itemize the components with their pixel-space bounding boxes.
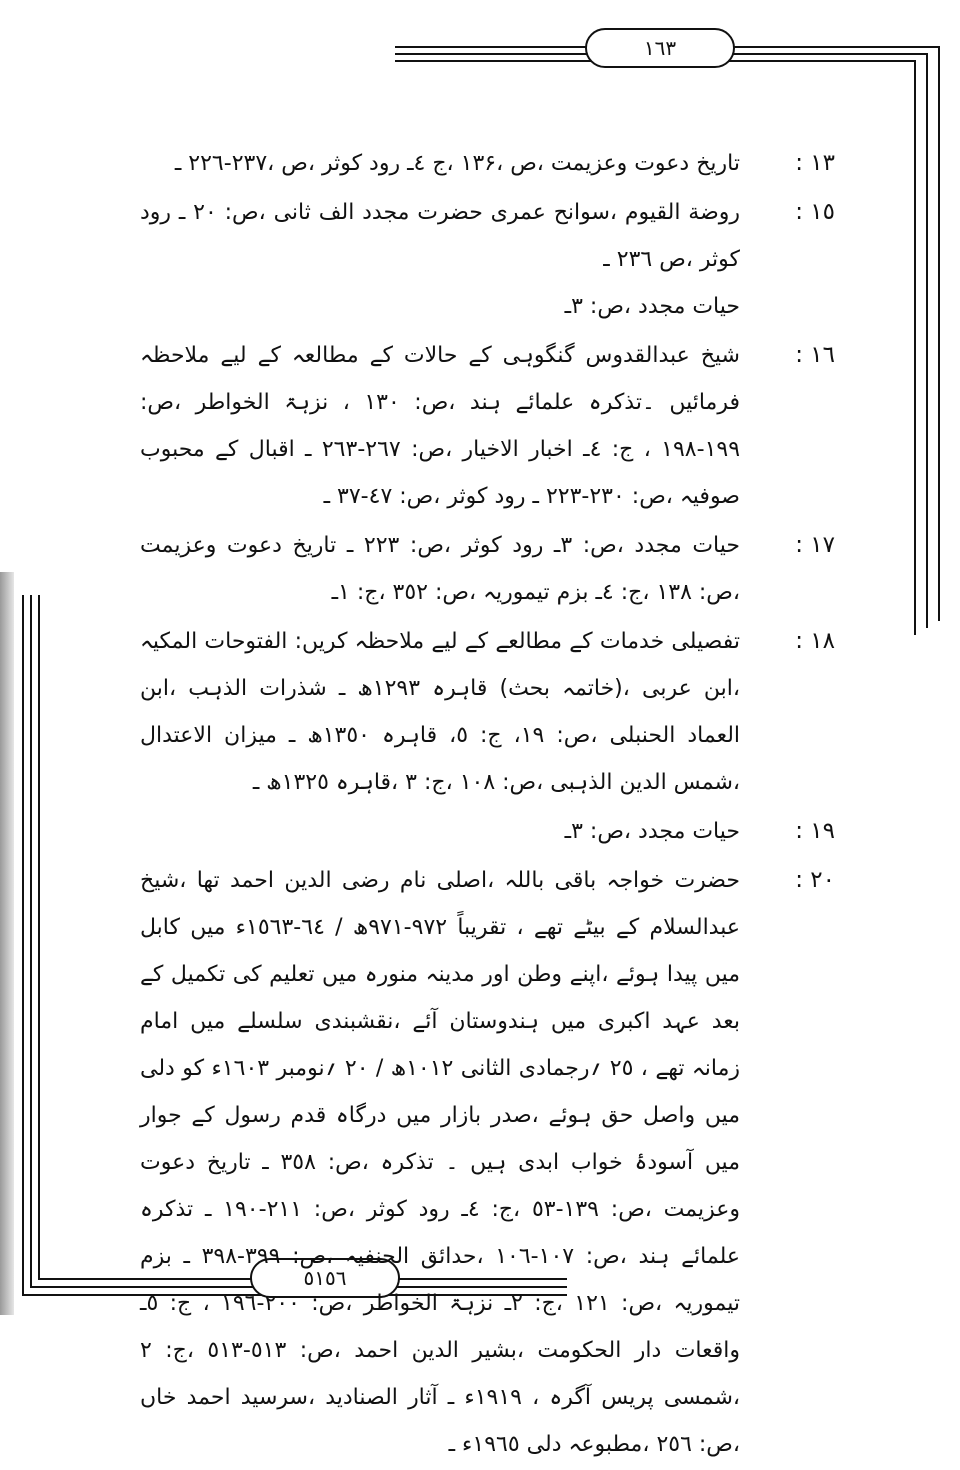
- footnote-text: [140, 189, 740, 330]
- footnote-number: ١٩ :: [795, 818, 835, 844]
- footnote-number: ١٧ :: [795, 532, 835, 558]
- footnote-text: شیخ عبدالقدوس گنگوہی کے حالات کے مطالعہ کے لیے ملاحظہ فرمائیں ۔تذکرہ علمائے ہند ،ص: ١٣٠ ، نزہۃ الخواطر ،ص: ١٩٩-١٩٨ ، ج: ٤ـ اخبار الاخیار ،ص: ٢٦٧-٢٦٣ ـ اقبال کے محبوب صوفیہ ،ص: ٢٣٠-٢٢٣ ـ رود کوثر ،ص: ٤٧-٣٧ ـ: [140, 343, 741, 509]
- frame-right-mid: [926, 53, 928, 628]
- footnote-14: [140, 140, 835, 187]
- footnote-17: [140, 522, 835, 616]
- frame-right-inner: [914, 60, 916, 635]
- footnote-number: ١٦ :: [795, 342, 835, 368]
- footnote-15: [140, 189, 835, 330]
- frame-left-outer: [22, 595, 24, 1295]
- footnote-text-line: حیات مجدد ،ص: ٣ـ: [564, 294, 740, 319]
- footnote-19: [140, 808, 835, 855]
- footnote-number: ٢٠ :: [795, 867, 835, 893]
- footnotes-list: [140, 140, 835, 1470]
- scan-shadow: [0, 572, 14, 1315]
- footnote-16: [140, 332, 835, 520]
- header-page-number: ١٦٣: [585, 28, 735, 68]
- footnote-text: تاریخ دعوت وعزیمت ،ص ،۱۳۶ ،ج ٤ـ رود کوثر ،ص ،٢٣٧-٢٢٦ ـ: [174, 151, 740, 176]
- footnote-text: حیات مجدد ،ص: ٣ـ: [564, 819, 740, 844]
- footnote-text: حیات مجدد ،ص: ٣ـ رود کوثر ،ص: ٢٢٣ ـ تاریخ دعوت وعزیمت ،ص: ١٣٨ ،ج: ٤ـ بزم تیموریہ ،ص: ٣٥٢ ،ج: ١ـ: [140, 533, 740, 605]
- frame-left-mid: [30, 595, 32, 1287]
- footnote-text-line: روضة القیوم ،سوانح عمری حضرت مجدد الف ثانی ،ص: ٢٠ ـ رود کوثر ،ص ٢٣٦ ـ: [140, 200, 740, 272]
- footnote-number: ١٨ :: [795, 628, 835, 654]
- footnote-text: تفصیلی خدمات کے مطالعے کے لیے ملاحظہ کریں: الفتوحات المکیہ ،ابن عربی ،(خاتمہ بحث) قاہرہ ١٢٩٣ھ ـ شذرات الذہب ،ابن العماد الحنبلی ،ص: ١٩، ج: ٥، قاہرہ ١٣٥٠ھ ـ میزان الاعتدال ،شمس الدین الذہبی ،ص: ١٠٨ ،ج: ٣ ،قاہرہ ١٣٢٥ھ ـ: [140, 629, 741, 795]
- footer-page-number: ٥١٥٦: [250, 1258, 400, 1298]
- footnote-18: [140, 618, 835, 806]
- footnote-number: ١٣ :: [795, 150, 835, 176]
- footnote-number: ١٥ :: [795, 199, 835, 225]
- frame-left-inner: [38, 595, 40, 1279]
- footnote-text: حضرت خواجہ باقی باللہ ،اصلی نام رضی الدین احمد تھا ،شیخ عبدالسلام کے بیٹے تھے ، تقریباً ٩٧٢-٩٧١ھ / ٦٤-١٥٦٣ء میں کابل میں پیدا ہوئے ،اپنے وطن اور مدینہ منورہ میں تعلیم کی تکمیل کے بعد عہد اکبری میں ہندوستان آئے ،نقشبندی سلسلے میں امام زمانہ تھے ، ٢٥ ؍رجمادی الثانی ١٠١٢ھ / ٢٠ ؍نومبر ١٦٠٣ء کو دلی میں واصل حق ہوئے ،صدر بازار میں درگاہ قدم رسول کے جوار میں آسودۂ خواب ابدی ہیں ۔ تذکرہ ،ص: ٣٥٨ ـ تاریخ دعوت وعزیمت ،ص: ١٣٩-٥٣ ،ج: ٤ـ رود کوثر ،ص: ٢١١-١٩٠ ـ تذکرہ علمائے ہند ،ص: ١٠٧-١٠٦ ،حدائق الحنفیہ ،ص: ٣٩٩-٣٩٨ ـ بزم تیموریہ ،ص: ١٢١ ،ج: ٢ـ نزہۃ الخواطر ،ص: ٢٠٠-١٩٦ ، ج: ٥ـ واقعات دار الحکومت ،بشیر الدین احمد ،ص: ٥١٣-٥١٣ ،ج: ٢ ،شمسی پریس آگرہ ، ١٩١٩ء ـ آثار الصنادید ،سرسید احمد خاں ،ص: ٢٥٦ ،مطبوعہ دلی ١٩٦٥ء ـ: [140, 868, 741, 1457]
- footnote-20: [140, 857, 835, 1468]
- frame-right-outer: [938, 46, 940, 621]
